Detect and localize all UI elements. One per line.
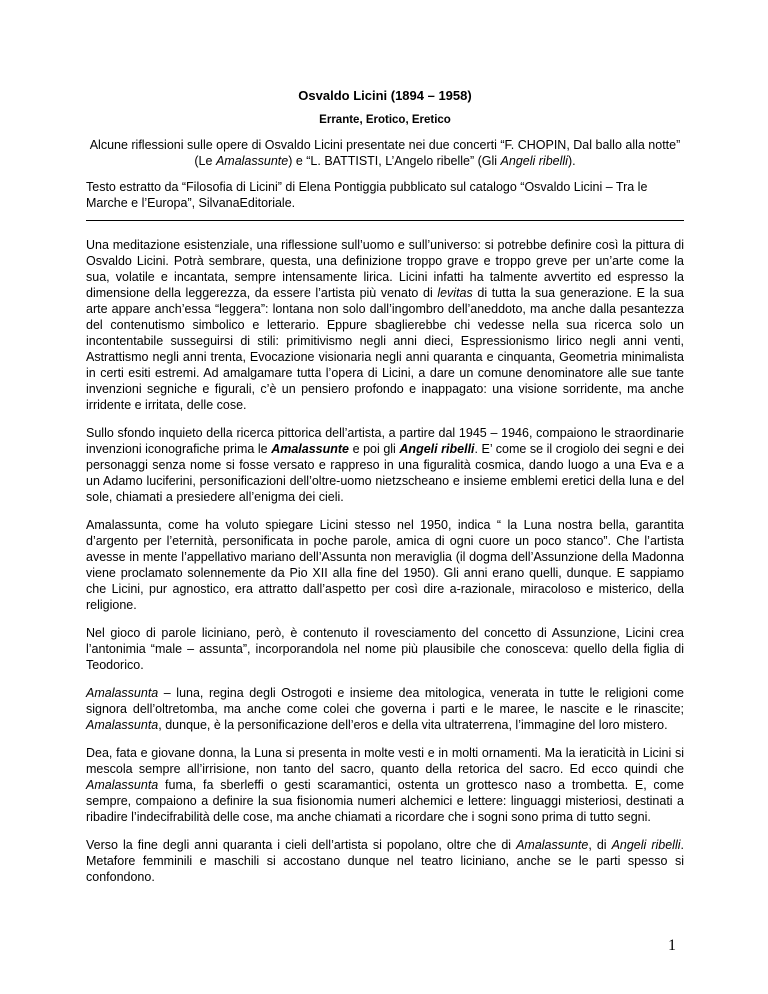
document-body	[86, 237, 684, 885]
body-paragraph-1: Una meditazione esistenziale, una riflessione sull’uomo e sull’universo: si potrebbe definire così la pittura di Osvaldo Licini. Potrà sembrare, questa, una definizione troppo grave e troppo greve per un’arte come la sua, volatile e incantata, sempre intensamente lirica. Licini infatti ha talmente avvertito ed espresso la dimensione della leggerezza, da essere l’artista più venato di levitas di tutta la sua generazione. E la sua arte appare anch’essa “leggera”: lontana non solo dall’ingombro dell’aneddoto, ma anche dalla pesantezza del contenutismo simbolico e letterario. Eppure sbaglierebbe chi vedesse nella sua ricerca solo un incontentabile susseguirsi di stili: primitivismo negli anni dieci, Espressionismo lirico negli anni venti, Astrattismo negli anni trenta, Evocazione visionaria negli anni quaranta e cinquanta, Geometria minimalista in certi esiti estremi. Ad amalgamare tutta l’opera di Licini, a dare un comune denominatore alle sue tante invenzioni segniche e figurali, c’è un pensiero profondo e inappagato: una visione sorridente, ma anche irridente e irritata, delle cose.	[86, 238, 684, 412]
horizontal-divider	[86, 220, 684, 221]
page-number: 1	[668, 937, 676, 954]
source-note: Testo estratto da “Filosofia di Licini” di Elena Pontiggia pubblicato sul catalogo “Osvaldo Licini – Tra le Marche e l’Europa”, SilvanaEditoriale.	[86, 180, 648, 210]
document-page	[86, 88, 684, 897]
document-title: Osvaldo Licini (1894 – 1958)	[298, 88, 472, 103]
body-paragraph-3: Amalassunta, come ha voluto spiegare Licini stesso nel 1950, indica “ la Luna nostra bella, garantita d’argento per l’eternità, personificata in poche parole, amica di ogni cuore un poco stanco”. Che l’artista avesse in mente l’appellativo mariano dell’Assunta non meraviglia (il dogma dell’Assunzione della Madonna viene proclamato solennemente da Pio XII alla fine del 1950). Gli anni erano quelli, dunque. E sappiamo che Licini, pur agnostico, era attratto dall’aspetto per così dire a-razionale, miracoloso e misterico, della religione.	[86, 518, 684, 612]
body-paragraph-4: Nel gioco di parole liciniano, però, è contenuto il rovesciamento del concetto di Assunzione, Licini crea l’antonimia “male – assunta”, incorporandola nel nome più plausibile che conosceva: quello della figlia di Teodorico.	[86, 626, 684, 672]
body-paragraph-5: Amalassunta – luna, regina degli Ostrogoti e insieme dea mitologica, venerata in tutte le religioni come signora dell’oltretomba, ma anche come colei che governa i parti e le maree, le nascite e le rinascite; Amalassunta, dunque, è la personificazione dell’eros e della vita ultraterrena, l’immagine del loro mistero.	[86, 686, 684, 732]
body-paragraph-2: Sullo sfondo inquieto della ricerca pittorica dell’artista, a partire dal 1945 – 1946, compaiono le straordinarie invenzioni iconografiche prima le Amalassunte e poi gli Angeli ribelli. E’ come se il crogiolo dei segni e dei personaggi senza nome si fosse versato e rappreso in una figuralità cosmica, dando luogo a una Eva e a un Adamo luciferini, personificazioni dell’oltre-uomo nietzscheano e insieme emblemi eretici della luna e del sole, chiamati a presiedere all’enigma dei cieli.	[86, 426, 685, 504]
intro-paragraph: Alcune riflessioni sulle opere di Osvaldo Licini presentate nei due concerti “F. CHOPIN, Dal ballo alla notte” (Le Amalassunte) e “L. BATTISTI, L’Angelo ribelle” (Gli Angeli ribelli).	[89, 138, 681, 168]
body-paragraph-7: Verso la fine degli anni quaranta i cieli dell’artista si popolano, oltre che di Amalassunte, di Angeli ribelli. Metafore femminili e maschili si accostano dunque nel teatro liciniano, anche se le parti spesso si confondono.	[86, 838, 684, 884]
document-subtitle: Errante, Erotico, Eretico	[319, 114, 451, 126]
body-paragraph-6: Dea, fata e giovane donna, la Luna si presenta in molte vesti e in molti ornamenti. Ma la ieraticità in Licini si mescola sempre all’irrisione, non tanto del sacro, quanto della retorica del sacro. Ed ecco quindi che Amalassunta fuma, fa sberleffi o gesti scaramantici, ostenta un grottesco naso a trombetta. E, come sempre, compaiono a definire la sua fisionomia numeri alchemici e lettere: linguaggi misteriosi, destinati a ribadire l’indecifrabilità delle cose, ma anche chiamati a ricordare che i sogni sono prima di tutto segni.	[86, 746, 684, 824]
